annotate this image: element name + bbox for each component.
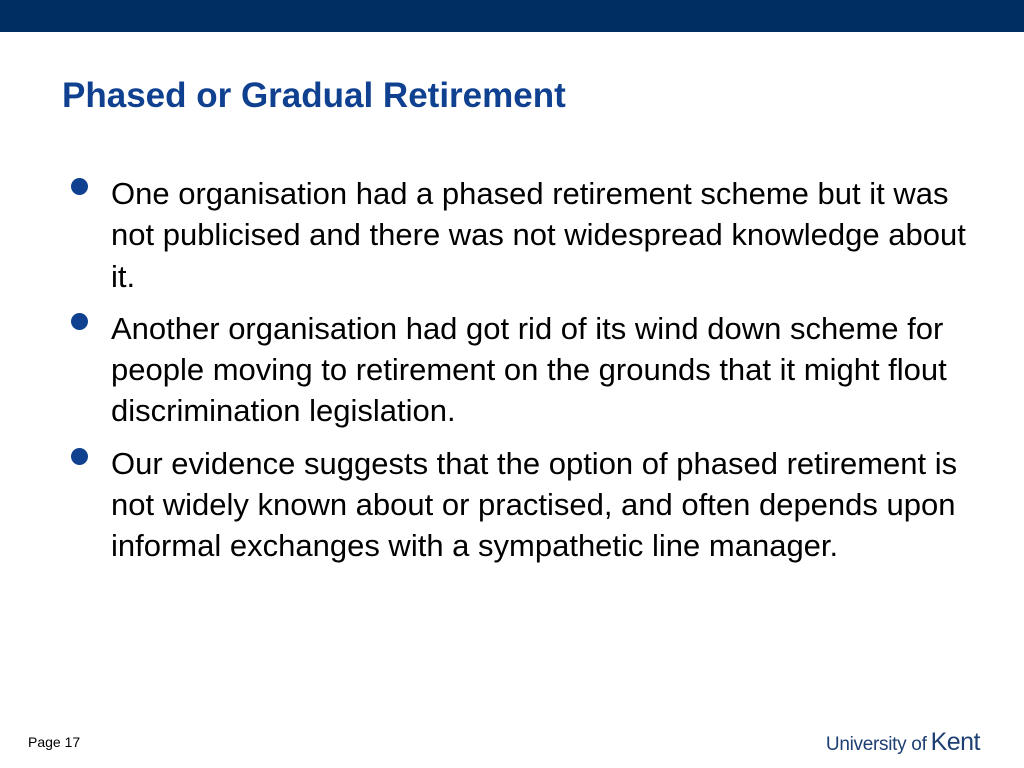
page-number: Page 17	[28, 734, 81, 750]
bullet-item	[66, 308, 966, 432]
bullet-text: Our evidence suggests that the option of phased retirement is not widely known about or practised, and often depends upon informal exchanges with a sympathetic line manager.	[111, 445, 958, 564]
logo-prefix: University of	[825, 734, 927, 755]
bullet-text: Another organisation had got rid of its wind down scheme for people moving to retirement on the grounds that it might flout discrimination legislation.	[111, 310, 947, 429]
bullet-item	[66, 443, 966, 567]
bullet-item	[66, 173, 966, 297]
top-banner	[0, 0, 1024, 32]
bullet-text: One organisation had a phased retirement scheme but it was not publicised and there was not widespread knowledge about it.	[111, 176, 966, 294]
university-logo	[826, 728, 980, 760]
bullet-dot-icon	[71, 178, 88, 195]
slide-title: Phased or Gradual Retirement	[62, 76, 566, 115]
bullet-dot-icon	[71, 448, 88, 465]
bullet-list	[66, 173, 966, 578]
bullet-dot-icon	[71, 313, 88, 330]
logo-name: Kent	[930, 728, 980, 756]
